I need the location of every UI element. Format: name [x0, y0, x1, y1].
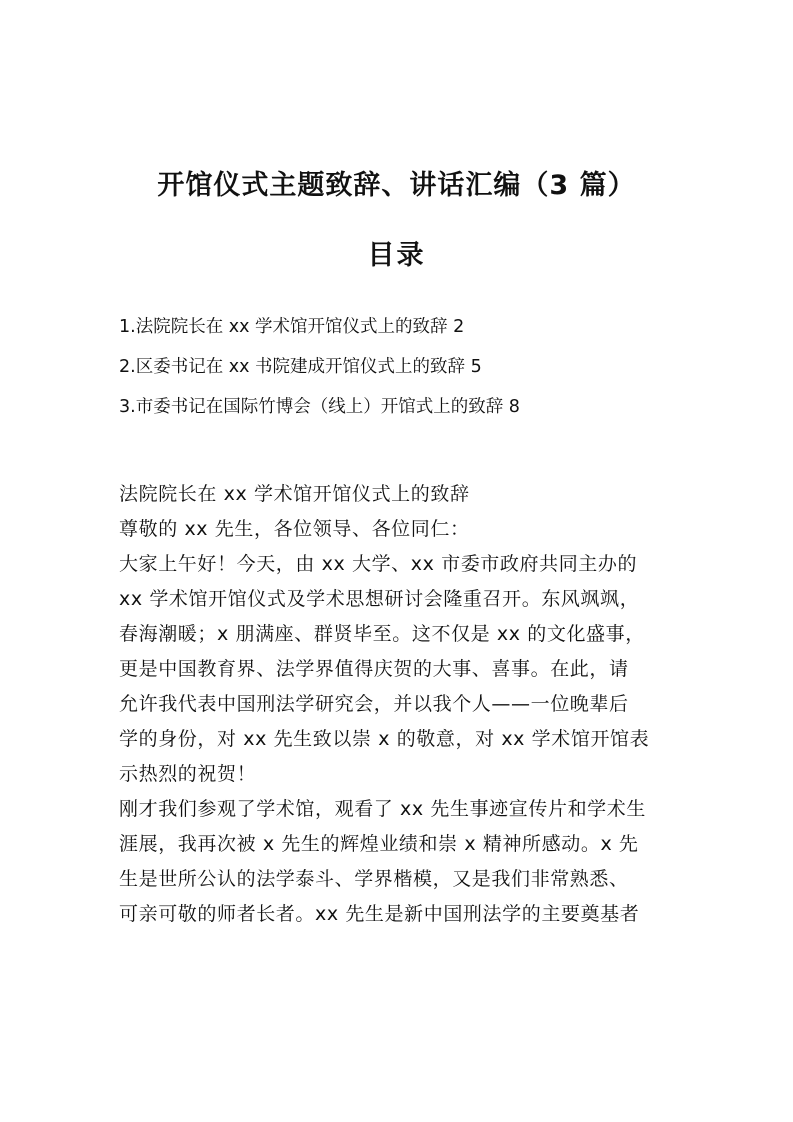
section-heading: 法院院长在 xx 学术馆开馆仪式上的致辞	[119, 483, 470, 505]
toc-entry-1[interactable]: 1.法院院长在 xx 学术馆开馆仪式上的致辞 2	[119, 317, 465, 337]
paragraph-line: 涯展，我再次被 x 先生的辉煌业绩和崇 x 精神所感动。x 先	[119, 833, 639, 855]
paragraph-line: 示热烈的祝贺！	[119, 763, 257, 785]
paragraph-line: 春海潮暖；x 朋满座、群贤毕至。这不仅是 xx 的文化盛事，	[119, 623, 645, 645]
document-title: 开馆仪式主题致辞、讲话汇编（3 篇）	[157, 170, 636, 201]
paragraph-line: 更是中国教育界、法学界值得庆贺的大事、喜事。在此，请	[119, 658, 629, 680]
paragraph-line: 允许我代表中国刑法学研究会，并以我个人——一位晚辈后	[119, 693, 629, 715]
toc-entry-3[interactable]: 3.市委书记在国际竹博会（线上）开馆式上的致辞 8	[119, 397, 520, 417]
table-of-contents	[119, 314, 719, 434]
toc-entry-2[interactable]: 2.区委书记在 xx 书院建成开馆仪式上的致辞 5	[119, 357, 482, 377]
paragraph-line: 大家上午好！今天，由 xx 大学、xx 市委市政府共同主办的	[119, 553, 638, 575]
paragraph-line: 可亲可敬的师者长者。xx 先生是新中国刑法学的主要奠基者	[119, 903, 640, 925]
paragraph-line: 生是世所公认的法学泰斗、学界楷模，又是我们非常熟悉、	[119, 868, 629, 890]
paragraph-line: xx 学术馆开馆仪式及学术思想研讨会隆重召开。东风飒飒，	[119, 588, 640, 610]
paragraph-line: 刚才我们参观了学术馆，观看了 xx 先生事迹宣传片和学术生	[119, 798, 646, 820]
salutation: 尊敬的 xx 先生，各位领导、各位同仁：	[119, 518, 470, 540]
toc-heading: 目录	[367, 240, 426, 271]
paragraph-line: 学的身份，对 xx 先生致以崇 x 的敬意，对 xx 学术馆开馆表	[119, 728, 650, 750]
document-body	[119, 477, 679, 932]
